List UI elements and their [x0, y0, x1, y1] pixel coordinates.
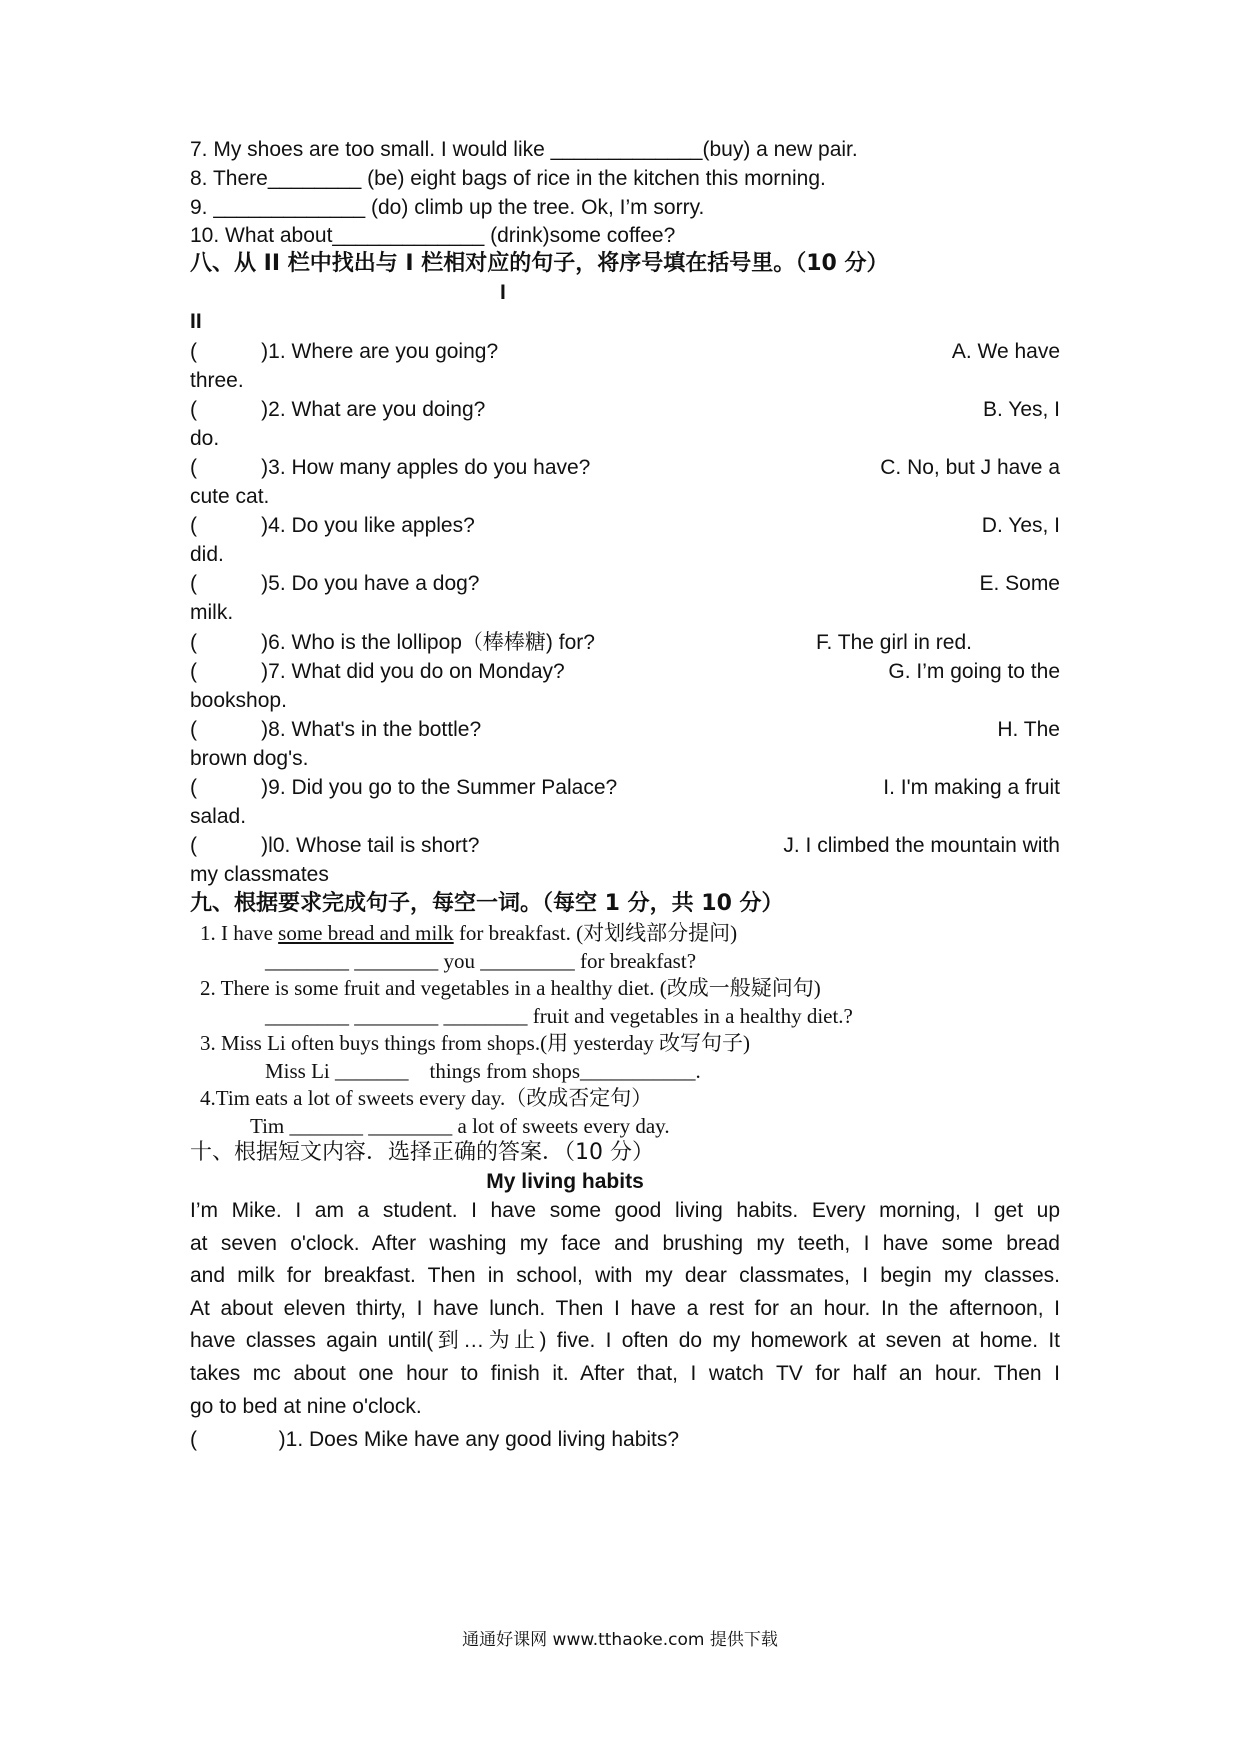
fill-blank-item-10: 10. What about_____________ (drink)some coffee?: [190, 224, 676, 247]
rewrite-question-2: 2. There is some fruit and vegetables in a healthy diet. (改成一般疑问句): [200, 976, 821, 1000]
match-answer-continuation: three.: [190, 369, 244, 392]
passage-line: go to bed at nine o'clock.: [190, 1394, 422, 1418]
passage-line: have classes again until(到…为止) five. I often do my homework at seven at home. It: [190, 1329, 1060, 1353]
rewrite-question-4: 4.Tim eats a lot of sweets every day.（改成否定句）: [200, 1086, 653, 1110]
match-question: ( )5. Do you have a dog?: [190, 572, 480, 595]
match-row-4: [190, 510, 1060, 542]
passage-line: At about eleven thirty, I have lunch. Then I have a rest for an hour. In the afternoon, I: [190, 1296, 1060, 1320]
match-question: ( )l0. Whose tail is short?: [190, 834, 480, 857]
match-answer: F. The girl in red.: [815, 631, 972, 654]
match-answer-continuation: bookshop.: [190, 689, 287, 712]
reading-question-1: ( )1. Does Mike have any good living habits?: [190, 1428, 680, 1451]
match-answer-continuation: do.: [190, 427, 220, 450]
passage-title: My living habits: [486, 1170, 644, 1193]
page-footer: 通通好课网 www.tthaoke.com 提供下载: [462, 1630, 778, 1650]
match-question: ( )2. What are you doing?: [190, 398, 486, 421]
rewrite-answer-3: Miss Li _______ things from shops___________.: [265, 1059, 701, 1083]
match-answer: I. I'm making a fruit: [883, 776, 1060, 799]
fill-blank-item-8: 8. There________ (be) eight bags of rice in the kitchen this morning.: [190, 167, 826, 190]
match-row-8: [190, 714, 1060, 746]
match-question: ( )7. What did you do on Monday?: [190, 660, 565, 683]
match-row-6: [190, 627, 1060, 659]
match-row-10: [190, 830, 1060, 862]
passage-line: and milk for breakfast. Then in school, with my dear classmates, I begin my classes.: [190, 1264, 1060, 1288]
question-instruction: for breakfast. (对划线部分提问): [453, 921, 738, 945]
passage-line: at seven o'clock. After washing my face and brushing my teeth, I have some bread: [190, 1231, 1060, 1255]
match-answer: H. The: [997, 718, 1060, 741]
match-answer: A. We have: [951, 340, 1060, 363]
passage-line: takes mc about one hour to finish it. After that, I watch TV for half an hour. Then I: [190, 1361, 1060, 1385]
match-answer: G. I’m going to the: [888, 660, 1060, 683]
match-question: ( )8. What's in the bottle?: [190, 718, 482, 741]
match-question: ( )3. How many apples do you have?: [190, 456, 591, 479]
rewrite-answer-2: ________ ________ ________ fruit and vegetables in a healthy diet.?: [265, 1004, 853, 1028]
match-answer-continuation: my classmates: [190, 863, 329, 886]
underlined-phrase: some bread and milk: [278, 921, 454, 945]
match-question: ( )9. Did you go to the Summer Palace?: [190, 776, 618, 799]
column-ii-label: II: [190, 310, 202, 333]
match-answer: D. Yes, I: [981, 514, 1060, 537]
question-text: 1. I have: [200, 921, 279, 945]
match-answer-continuation: did.: [190, 543, 224, 566]
reading-passage: [190, 1195, 1060, 1423]
match-row-7: [190, 656, 1060, 688]
match-row-2: [190, 394, 1060, 426]
section-10-heading: 十、根据短文内容．选择正确的答案．（10 分）: [190, 1140, 654, 1165]
match-question: ( )4. Do you like apples?: [190, 514, 475, 537]
match-question: ( )6. Who is the lollipop（棒棒糖) for?: [190, 631, 595, 654]
fill-blank-item-7: 7. My shoes are too small. I would like _____________(buy) a new pair.: [190, 138, 858, 161]
match-answer-continuation: salad.: [190, 805, 247, 828]
fill-blank-item-9: 9. _____________ (do) climb up the tree. Ok, I’m sorry.: [190, 196, 705, 219]
match-row-1: [190, 336, 1060, 368]
rewrite-answer-4: Tim _______ ________ a lot of sweets every day.: [250, 1114, 670, 1138]
match-answer: B. Yes, I: [982, 398, 1060, 421]
rewrite-answer-1: ________ ________ you _________ for breakfast?: [265, 949, 697, 973]
match-answer: J. I climbed the mountain with: [783, 834, 1060, 857]
match-answer: E. Some: [979, 572, 1060, 595]
section-9-heading: 九、根据要求完成句子，每空一词。（每空 1 分，共 10 分）: [190, 891, 784, 916]
rewrite-question-3: 3. Miss Li often buys things from shops.(用 yesterday 改写句子): [200, 1031, 751, 1055]
column-i-label: I: [500, 281, 506, 304]
match-answer-continuation: brown dog's.: [190, 747, 309, 770]
match-answer-continuation: cute cat.: [190, 485, 270, 508]
match-row-9: [190, 772, 1060, 804]
match-row-3: [190, 452, 1060, 484]
match-question: ( )1. Where are you going?: [190, 340, 499, 363]
match-answer-continuation: milk.: [190, 601, 234, 624]
match-row-5: [190, 568, 1060, 600]
passage-line: I’m Mike. I am a student. I have some good living habits. Every morning, I get up: [190, 1199, 1060, 1222]
match-answer: C. No, but J have a: [880, 456, 1060, 479]
section-8-heading: 八、从 II 栏中找出与 I 栏相对应的句子，将序号填在括号里。（10 分）: [190, 251, 889, 276]
